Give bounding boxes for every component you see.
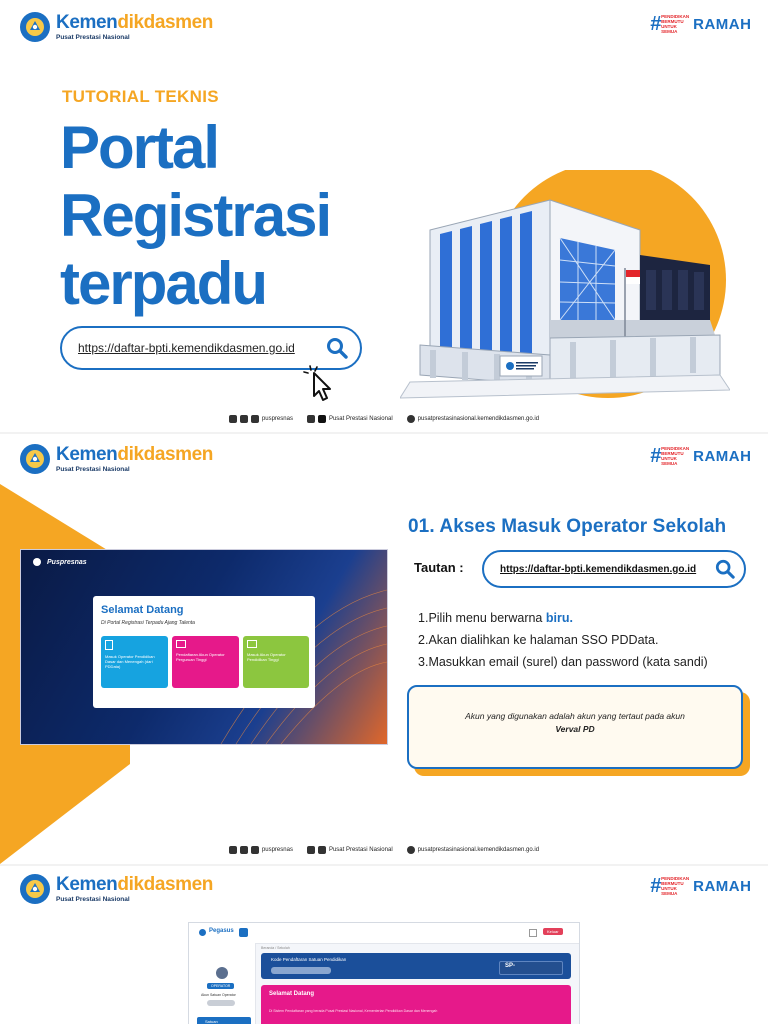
cover-url-text[interactable]: https://daftar-bpti.kemendikdasmen.go.id [78, 341, 295, 355]
note-line2: Verval PD [555, 724, 595, 734]
portal-welcome-title: Selamat Datang [101, 604, 184, 616]
pointer-cursor-icon [302, 364, 336, 407]
dashboard-topbar [189, 923, 579, 944]
social-website: pusatprestasinasional.kemendikdasmen.go.id [417, 416, 540, 422]
portal-screenshot [20, 549, 388, 745]
blurred-info [207, 1000, 235, 1006]
step-highlight: biru. [545, 611, 573, 625]
instagram-icon [229, 846, 237, 854]
facebook-icon [307, 415, 315, 423]
step1-url-text[interactable]: https://daftar-bpti.kemendikdasmen.go.id [500, 563, 697, 575]
portal-card-masuk-pt[interactable] [243, 636, 309, 688]
cover-title [60, 114, 330, 318]
tut-wuri-emblem-icon [20, 12, 50, 42]
tut-wuri-emblem-icon [20, 874, 50, 904]
link-label: Tautan : [414, 560, 464, 575]
user-name: Akun Satuan Operator [201, 993, 236, 997]
portal-card-label: Masuk Akun Operator Pendidikan Tinggi [247, 652, 286, 662]
social-handle: puspresnas [261, 847, 293, 853]
step-item: 3.Masukkan email (surel) dan password (kata sandi) [418, 655, 708, 669]
dashboard-sidebar [189, 943, 256, 1024]
brand-name-part1: Kemen [56, 444, 118, 465]
ramah-campaign-logo [650, 14, 751, 34]
menu-toggle-icon[interactable] [239, 928, 248, 937]
portal-card-label: Masuk Operator Pendidikan Dasar dan Menengah (dari PDData) [105, 654, 155, 669]
ramah-campaign-logo [650, 446, 751, 466]
campaign-hash: # [650, 13, 662, 35]
brand-name-part1: Kemen [56, 12, 118, 33]
tut-wuri-emblem-icon [20, 444, 50, 474]
cover-page [0, 0, 768, 432]
kemendikdasmen-logo [20, 874, 213, 904]
campaign-hash: # [650, 875, 662, 897]
building-icon [105, 640, 113, 650]
step-text: Pilih menu berwarna [428, 611, 546, 625]
step1-heading: 01. Akses Masuk Operator Sekolah [408, 516, 727, 537]
campaign-tagline: PENDIDIKAN BERMUTU UNTUK SEMUA [661, 876, 690, 896]
portal-logo-icon [33, 558, 41, 566]
portal-welcome-panel [93, 596, 315, 708]
brand-name-part2: dikdasmen [117, 12, 214, 33]
brand-subtitle: Pusat Prestasi Nasional [56, 34, 130, 41]
blurred-code [271, 967, 331, 974]
brand-name-part2: dikdasmen [117, 874, 214, 895]
building-illustration [400, 170, 730, 415]
tiktok-icon [251, 846, 259, 854]
role-badge: OPERATOR [207, 983, 234, 989]
cover-kicker: TUTORIAL TEKNIS [62, 87, 219, 106]
step1-url-searchbar[interactable] [482, 550, 746, 588]
brand-subtitle: Pusat Prestasi Nasional [56, 896, 130, 903]
welcome-banner [261, 985, 571, 1024]
brand-name-part1: Kemen [56, 874, 118, 895]
brand-name-part2: dikdasmen [117, 444, 214, 465]
registration-code-banner [261, 953, 571, 979]
facebook-icon [307, 846, 315, 854]
campaign-word: RAMAH [693, 15, 752, 33]
portal-card-operator-dikdasmen[interactable] [101, 636, 168, 688]
step-item: 1.Pilih menu berwarna biru. [418, 611, 573, 625]
portal-card-label: Pendaftaran Akun Operator Perguruan Tinggi [176, 652, 225, 662]
tiktok-icon [251, 415, 259, 423]
welcome-title: Selamat Datang [269, 991, 315, 997]
cover-footer [0, 415, 768, 423]
app-name: Pegasus [209, 928, 234, 934]
kemendikdasmen-logo [20, 12, 213, 42]
step1-page [0, 434, 768, 864]
portal-card-daftar-pt[interactable] [172, 636, 239, 688]
code-prefix: SP- [505, 963, 516, 969]
breadcrumb: Beranda / Sekolah [261, 946, 290, 950]
social-channel: Pusat Prestasi Nasional [328, 847, 393, 853]
youtube-icon [318, 846, 326, 854]
portal-brand: Puspresnas [47, 558, 87, 566]
globe-icon [407, 846, 415, 854]
mail-icon [247, 640, 257, 648]
logout-button[interactable]: Keluar [543, 928, 563, 935]
sidebar-item-satuan[interactable]: Satuan [197, 1017, 251, 1024]
cover-title-line1: Portal [60, 114, 219, 181]
step-text: Akan dialihkan ke halaman SSO PDData. [428, 633, 659, 647]
cover-title-line2: Registrasi [60, 182, 331, 249]
note-line1: Akun yang digunakan adalah akun yang tertaut pada akun [465, 711, 685, 721]
search-icon[interactable] [715, 559, 735, 584]
brand-subtitle: Pusat Prestasi Nasional [56, 466, 130, 473]
social-handle: puspresnas [261, 416, 293, 422]
social-channel: Pusat Prestasi Nasional [328, 416, 393, 422]
campaign-word: RAMAH [693, 447, 752, 465]
step1-footer [0, 846, 768, 854]
campaign-tagline: PENDIDIKAN BERMUTU UNTUK SEMUA [661, 446, 690, 466]
ramah-campaign-logo [650, 876, 751, 896]
portal-header [33, 558, 87, 566]
globe-icon [407, 415, 415, 423]
campaign-tagline: PENDIDIKAN BERMUTU UNTUK SEMUA [661, 14, 690, 34]
app-logo-icon [199, 929, 206, 936]
step-list [418, 607, 708, 673]
step2-page [0, 866, 768, 1024]
youtube-icon [318, 415, 326, 423]
step-text: Masukkan email (surel) dan password (kata sandi) [428, 655, 708, 669]
kemendikdasmen-logo [20, 444, 213, 474]
campaign-hash: # [650, 445, 662, 467]
x-icon [240, 846, 248, 854]
x-icon [240, 415, 248, 423]
grid-icon[interactable] [529, 929, 537, 937]
social-website: pusatprestasinasional.kemendikdasmen.go.id [417, 847, 540, 853]
step-item: 2.Akan dialihkan ke halaman SSO PDData. [418, 633, 659, 647]
dashboard-screenshot [188, 922, 580, 1024]
campaign-word: RAMAH [693, 877, 752, 895]
user-avatar [216, 967, 228, 979]
graduation-cap-icon [176, 640, 186, 648]
welcome-subtitle: Di Sistem Pendaftaran yang berada Pusat Prestasi Nasional, Kementerian Pendidikan Dasar dan Menengah [269, 1009, 438, 1013]
portal-welcome-subtitle: Di Portal Registrasi Terpadu Ajang Talenta [101, 620, 195, 626]
search-icon[interactable] [326, 337, 348, 364]
instagram-icon [229, 415, 237, 423]
cover-title-line3: terpadu [60, 250, 267, 317]
banner-label: Kode Pendaftaran Satuan Pendidikan [271, 957, 347, 962]
note-card [407, 685, 743, 769]
